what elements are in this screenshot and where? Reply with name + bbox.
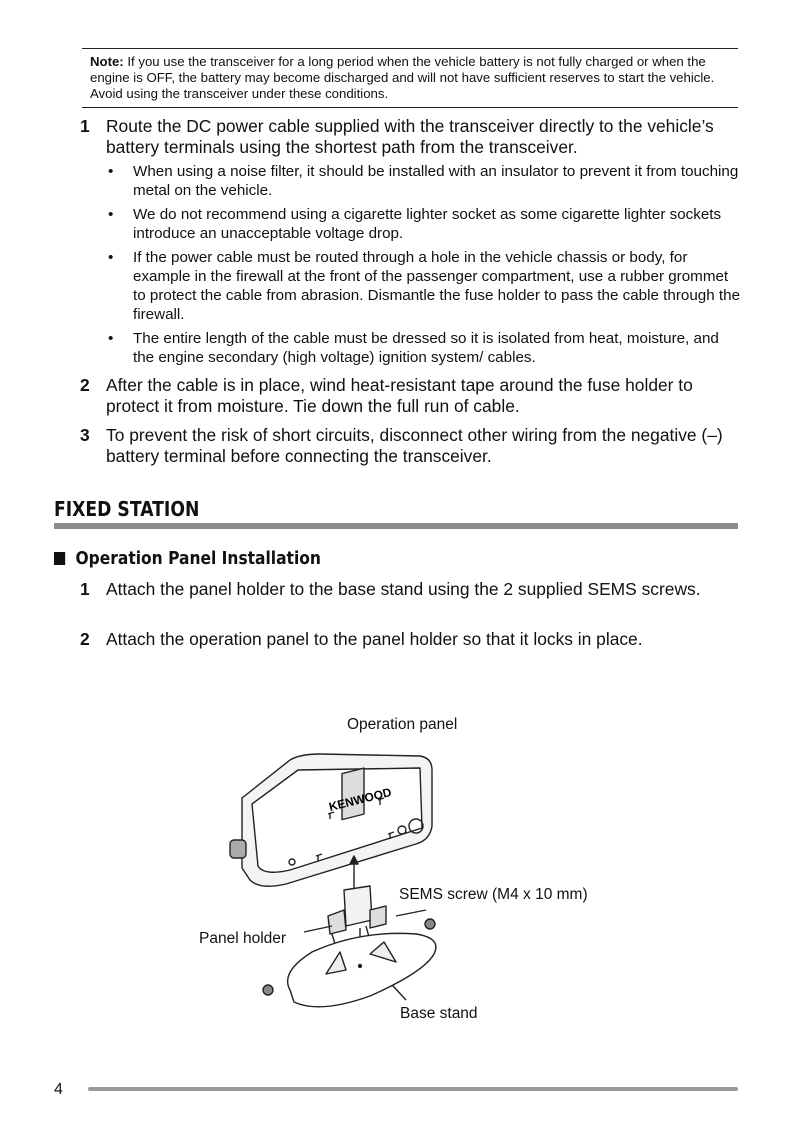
bullet-dot: • xyxy=(108,206,114,223)
step-number: 1 xyxy=(80,116,90,136)
brand-logo: KENWOOD xyxy=(327,784,393,815)
base-stand xyxy=(288,933,436,1006)
leader-sems xyxy=(396,910,426,916)
step-text: Attach the operation panel to the panel holder so that it locks in place. xyxy=(106,629,643,649)
bullet-item xyxy=(108,248,743,324)
mobile-step-3 xyxy=(80,425,746,467)
label-operation-panel: Operation panel xyxy=(347,716,458,733)
bullet-text: We do not recommend using a cigarette lighter socket as some cigarette lighter sockets introduce an unacceptable voltage drop. xyxy=(133,206,722,242)
square-bullet-icon xyxy=(54,552,65,565)
bullet-dot: • xyxy=(108,249,114,266)
panel-holder xyxy=(344,886,372,926)
step-number: 3 xyxy=(80,425,90,445)
bullet-dot: • xyxy=(108,163,114,180)
bullet-item xyxy=(108,162,743,200)
note-text xyxy=(90,54,730,102)
section-title: FIXED STATION xyxy=(54,497,200,521)
step-text: Attach the panel holder to the base stand using the 2 supplied SEMS screws. xyxy=(106,579,701,599)
note-box xyxy=(82,48,738,108)
label-base-stand: Base stand xyxy=(400,1005,478,1022)
screw-left xyxy=(263,985,273,995)
step-number: 2 xyxy=(80,375,90,395)
mobile-step-2 xyxy=(80,375,746,417)
step-number: 2 xyxy=(80,629,90,649)
screw-right xyxy=(425,919,435,929)
bullet-text: When using a noise filter, it should be installed with an insulator to prevent it from touching metal on the vehicle. xyxy=(133,163,739,199)
page-number: 4 xyxy=(54,1081,63,1098)
label-panel-holder: Panel holder xyxy=(199,930,287,947)
installation-illustration xyxy=(220,740,460,1010)
bullet-text: The entire length of the cable must be dressed so it is isolated from heat, moisture, and the engine secondary (high voltage) ignition system/ cables. xyxy=(133,330,719,366)
fixed-step-1 xyxy=(80,579,726,600)
step-text: After the cable is in place, wind heat-resistant tape around the fuse holder to protect it from moisture. Tie down the full run of cable. xyxy=(106,375,693,416)
sub-heading xyxy=(54,548,321,569)
note-body: If you use the transceiver for a long period when the vehicle battery is not fully charged or when the engine is OFF, the battery may become discharged and will not have sufficient reserves to start the vehicle. Avoid using the transceiver under these conditions. xyxy=(90,54,715,101)
note-label: Note: xyxy=(90,54,124,69)
step-number: 1 xyxy=(80,579,90,599)
step-text: To prevent the risk of short circuits, disconnect other wiring from the negative (–) battery terminal before connecting the transceiver. xyxy=(106,425,723,466)
fixed-step-2 xyxy=(80,629,746,650)
sub-heading-text: Operation Panel Installation xyxy=(75,548,321,569)
label-sems-screw: SEMS screw (M4 x 10 mm) xyxy=(399,886,588,903)
side-knob xyxy=(230,840,246,858)
step-text: Route the DC power cable supplied with the transceiver directly to the vehicle’s battery terminals using the shortest path from the transceiver. xyxy=(106,116,714,157)
bullet-dot: • xyxy=(108,330,114,347)
bullet-item xyxy=(108,205,743,243)
leader-panel-holder xyxy=(304,926,332,932)
mobile-step-1 xyxy=(80,116,746,158)
section-rule xyxy=(54,523,738,529)
footer-rule xyxy=(88,1087,738,1091)
bullet-text: If the power cable must be routed through a hole in the vehicle chassis or body, for example in the firewall at the front of the passenger compartment, use a rubber grommet to protect the cable from abrasion. Dismantle the fuse holder to pass the cable through the firewall. xyxy=(133,249,741,323)
bullet-item xyxy=(108,329,743,367)
